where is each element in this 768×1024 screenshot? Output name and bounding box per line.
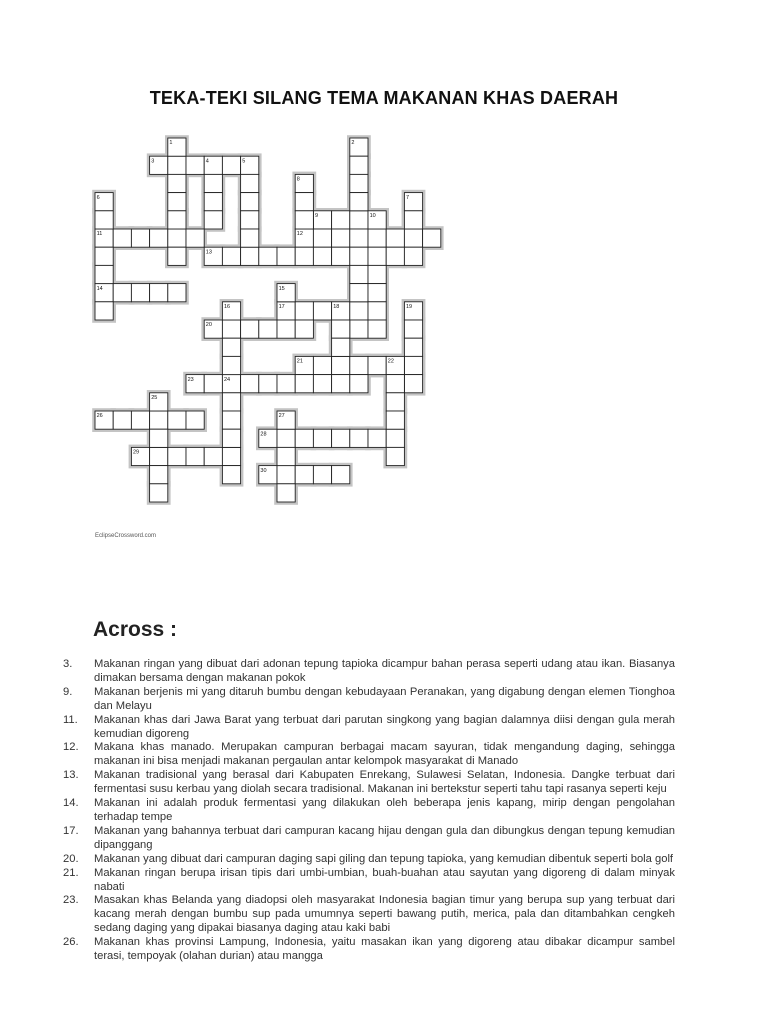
- clue-number-label: 9: [315, 213, 319, 219]
- clue-text: Masakan khas Belanda yang diadopsi oleh masyarakat Indonesia bagian timur yang berupa sup yang terbuat dari kacang merah dengan bumbu sup pada umumnya seperti bawang putih, merica, pala dan ditambahkan cengkeh sedang daging yang dipakai biasanya daging atau kaki babi: [94, 894, 675, 935]
- grid-cell[interactable]: [350, 284, 368, 302]
- grid-cell[interactable]: [222, 338, 240, 356]
- grid-cell[interactable]: [222, 447, 240, 465]
- clue-item: [63, 769, 675, 797]
- clue-number-label: 3: [151, 158, 155, 165]
- grid-cell[interactable]: [313, 229, 331, 247]
- grid-cell[interactable]: [332, 211, 350, 229]
- grid-cell[interactable]: [222, 156, 240, 174]
- grid-cell[interactable]: [404, 375, 422, 393]
- clue-text: Makanan tradisional yang berasal dari Kabupaten Enrekang, Sulawesi Selatan, Indonesia. Dangke terbuat dari fermentasi susu kerbau yang diolah secara tradisional. Makanan ini bertekstur seperti tahu tapi rasanya seperti keju: [94, 769, 675, 796]
- grid-cell[interactable]: [168, 411, 186, 429]
- grid-cell[interactable]: [95, 302, 113, 320]
- grid-cell[interactable]: [404, 247, 422, 265]
- grid-cell[interactable]: [368, 247, 386, 265]
- grid-cell[interactable]: [404, 211, 422, 229]
- clue-item: [63, 686, 675, 714]
- grid-cell[interactable]: [368, 356, 386, 374]
- clue-number-label: 23: [187, 376, 194, 383]
- grid-cell[interactable]: [350, 193, 368, 211]
- clue-text: Makanan khas dari Jawa Barat yang terbuat dari parutan singkong yang bagian dalamnya diisi dengan gula merah kemudian digoreng: [94, 713, 675, 740]
- grid-cell[interactable]: [150, 447, 168, 465]
- clue-text: Makanan ringan yang dibuat dari adonan tepung tapioka dicampur bahan perasa seperti udang atau ikan. Biasanya dimakan bersama dengan makanan pokok: [94, 658, 675, 684]
- grid-cell[interactable]: [313, 302, 331, 320]
- clue-number: 21.: [63, 866, 79, 879]
- grid-cell[interactable]: [368, 302, 386, 320]
- grid-cell[interactable]: [241, 229, 259, 247]
- clue-item: [63, 867, 675, 895]
- clue-number: 3.: [63, 658, 73, 670]
- grid-cell[interactable]: [168, 211, 186, 229]
- clue-number-label: 13: [205, 249, 212, 256]
- clue-number-label: 5: [242, 158, 246, 165]
- clue-number-label: 14: [96, 285, 103, 292]
- clue-number-label: 30: [260, 467, 267, 474]
- across-heading: Across :: [93, 618, 178, 641]
- clue-number-label: 27: [278, 413, 285, 420]
- clue-number-label: 2: [351, 140, 355, 147]
- grid-cell[interactable]: [277, 375, 295, 393]
- grid-cell[interactable]: [350, 247, 368, 265]
- grid-cell[interactable]: [113, 284, 131, 302]
- grid-cell[interactable]: [150, 284, 168, 302]
- grid-cell[interactable]: [259, 247, 277, 265]
- grid-cell[interactable]: [295, 211, 313, 229]
- grid-cell[interactable]: [350, 429, 368, 447]
- clue-text: Makanan yang dibuat dari campuran daging sapi giling dan tepung tapioka, yang kemudian dibentuk seperti bola golf: [94, 852, 674, 865]
- grid-cell[interactable]: [204, 193, 222, 211]
- grid-cell[interactable]: [150, 466, 168, 484]
- grid-cell[interactable]: [386, 393, 404, 411]
- page-title: TEKA-TEKI SILANG TEMA MAKANAN KHAS DAERAH: [149, 88, 619, 108]
- clue-number-label: 20: [205, 322, 212, 329]
- grid-cell[interactable]: [150, 484, 168, 502]
- grid-cell[interactable]: [204, 174, 222, 192]
- grid-cell[interactable]: [131, 411, 149, 429]
- grid-cell[interactable]: [113, 229, 131, 247]
- grid-cell[interactable]: [350, 265, 368, 283]
- grid-cell[interactable]: [386, 429, 404, 447]
- grid-cell[interactable]: [332, 356, 350, 374]
- clue-number-label: 26: [96, 413, 103, 420]
- clue-number-label: 29: [133, 449, 140, 456]
- grid-cell[interactable]: [295, 302, 313, 320]
- grid-cell[interactable]: [186, 447, 204, 465]
- grid-cell[interactable]: [95, 265, 113, 283]
- clue-number-label: 7: [406, 194, 410, 201]
- clue-item: [63, 853, 675, 867]
- grid-cell[interactable]: [168, 229, 186, 247]
- grid-cell[interactable]: [277, 429, 295, 447]
- grid-cell[interactable]: [277, 320, 295, 338]
- grid-cell[interactable]: [204, 211, 222, 229]
- clue-item: [63, 658, 675, 686]
- grid-cell[interactable]: [168, 247, 186, 265]
- clue-number-label: 21: [296, 358, 303, 365]
- grid-cell[interactable]: [95, 211, 113, 229]
- grid-cell[interactable]: [332, 320, 350, 338]
- grid-cell[interactable]: [186, 229, 204, 247]
- grid-cell[interactable]: [277, 447, 295, 465]
- grid-cell[interactable]: [241, 211, 259, 229]
- grid-cell[interactable]: [368, 265, 386, 283]
- clue-number-label: 17: [278, 304, 285, 310]
- grid-cell[interactable]: [150, 229, 168, 247]
- grid-cell[interactable]: [259, 320, 277, 338]
- clue-list: [63, 658, 675, 964]
- grid-cell[interactable]: [332, 375, 350, 393]
- clue-number-label: 10: [369, 213, 376, 219]
- grid-cell[interactable]: [313, 247, 331, 265]
- clue-number-label: 15: [278, 285, 285, 292]
- clue-item: [63, 714, 675, 742]
- grid-cell[interactable]: [350, 174, 368, 192]
- clue-number-label: 28: [260, 431, 267, 438]
- grid-cell[interactable]: [404, 229, 422, 247]
- grid-cell[interactable]: [168, 193, 186, 211]
- grid-cell[interactable]: [241, 375, 259, 393]
- clue-number: 20.: [63, 852, 79, 865]
- clue-number-label: 8: [296, 176, 300, 183]
- clue-text: Makana khas manado. Merupakan campuran berbagai macam sayuran, tidak mengandung daging, sehingga makanan ini bisa menjadi makanan pergaulan antar kelompok masyarakat di Manado: [94, 741, 675, 768]
- grid-cell[interactable]: [150, 429, 168, 447]
- grid-cell[interactable]: [386, 411, 404, 429]
- grid-cell[interactable]: [168, 447, 186, 465]
- grid-cell[interactable]: [350, 356, 368, 374]
- grid-cell[interactable]: [241, 193, 259, 211]
- grid-cell[interactable]: [113, 411, 131, 429]
- clue-number: 9.: [63, 685, 73, 698]
- grid-cell[interactable]: [222, 411, 240, 429]
- grid-cell[interactable]: [350, 156, 368, 174]
- grid-cell[interactable]: [241, 247, 259, 265]
- grid-cell[interactable]: [386, 247, 404, 265]
- grid-cell[interactable]: [222, 247, 240, 265]
- grid-cell[interactable]: [168, 156, 186, 174]
- clue-text: Makanan yang bahannya terbuat dari campuran kacang hijau dengan gula dan dibungkus dengan tepung kemudian dipanggang: [94, 824, 675, 851]
- grid-cell[interactable]: [332, 247, 350, 265]
- grid-cell[interactable]: [313, 466, 331, 484]
- clue-number-label: 6: [96, 194, 100, 201]
- clue-number-label: 19: [406, 304, 413, 310]
- clue-text: Makanan ringan berupa irisan tipis dari umbi-umbian, buah-buahan atau sayutan yang digoreng di dalam minyak nabati: [94, 866, 675, 893]
- grid-cell[interactable]: [332, 429, 350, 447]
- clue-number-label: 22: [387, 358, 394, 365]
- grid-cell[interactable]: [186, 156, 204, 174]
- grid-cell[interactable]: [204, 375, 222, 393]
- grid-cell[interactable]: [386, 229, 404, 247]
- grid-cell[interactable]: [295, 320, 313, 338]
- clue-item: [63, 797, 675, 825]
- grid-cell[interactable]: [277, 247, 295, 265]
- grid-cell[interactable]: [186, 411, 204, 429]
- grid-cell[interactable]: [168, 284, 186, 302]
- grid-cell[interactable]: [313, 356, 331, 374]
- grid-cell[interactable]: [368, 284, 386, 302]
- clue-number-label: 16: [224, 304, 231, 310]
- grid-cell[interactable]: [222, 356, 240, 374]
- grid-cell[interactable]: [295, 247, 313, 265]
- clue-number-label: 25: [151, 395, 158, 401]
- grid-cell[interactable]: [350, 229, 368, 247]
- grid-cell[interactable]: [295, 193, 313, 211]
- grid-cell[interactable]: [222, 393, 240, 411]
- grid-cell[interactable]: [222, 466, 240, 484]
- grid-cell[interactable]: [386, 447, 404, 465]
- clue-number: 13.: [63, 769, 79, 782]
- grid-cell[interactable]: [241, 174, 259, 192]
- grid-cell[interactable]: [404, 338, 422, 356]
- grid-cell[interactable]: [222, 320, 240, 338]
- clue-text: Makanan khas provinsi Lampung, Indonesia, yaitu masakan ikan yang digoreng atau dibakar dicampur sambel terasi, tempoyak (olahan durian) atau mangga: [94, 936, 675, 963]
- grid-cell[interactable]: [131, 229, 149, 247]
- grid-cell[interactable]: [259, 375, 277, 393]
- grid-cell[interactable]: [131, 284, 149, 302]
- clue-number: 11.: [63, 713, 78, 726]
- grid-cell[interactable]: [368, 320, 386, 338]
- grid-cell[interactable]: [168, 174, 186, 192]
- grid-cell[interactable]: [313, 375, 331, 393]
- grid-cell[interactable]: [150, 411, 168, 429]
- grid-cell[interactable]: [295, 375, 313, 393]
- grid-cell[interactable]: [404, 320, 422, 338]
- clue-number: 17.: [63, 824, 79, 837]
- grid-cell[interactable]: [295, 429, 313, 447]
- grid-cell[interactable]: [368, 429, 386, 447]
- grid-cell[interactable]: [332, 338, 350, 356]
- clue-item: [63, 894, 675, 936]
- grid-cell[interactable]: [277, 466, 295, 484]
- grid-cell[interactable]: [350, 375, 368, 393]
- clue-number-label: 4: [205, 158, 209, 165]
- grid-cell[interactable]: [404, 356, 422, 374]
- grid-cell[interactable]: [423, 229, 441, 247]
- clue-number-label: 24: [224, 376, 231, 383]
- grid-cell[interactable]: [241, 320, 259, 338]
- grid-cell[interactable]: [277, 484, 295, 502]
- clue-number: 23.: [63, 894, 79, 907]
- clue-number: 12.: [63, 741, 79, 754]
- clue-number-label: 11: [96, 231, 103, 238]
- clue-number-label: 1: [169, 140, 173, 147]
- grid-cell[interactable]: [295, 466, 313, 484]
- grid-cell[interactable]: [204, 447, 222, 465]
- grid-cell[interactable]: [332, 466, 350, 484]
- clue-number: 14.: [63, 797, 79, 810]
- grid-cell[interactable]: [350, 320, 368, 338]
- clue-item: [63, 741, 675, 769]
- clue-item: [63, 936, 675, 964]
- grid-cell[interactable]: [313, 429, 331, 447]
- grid-cell[interactable]: [350, 302, 368, 320]
- clue-number-label: 18: [333, 304, 340, 310]
- grid-cell[interactable]: [368, 229, 386, 247]
- grid-cell[interactable]: [386, 375, 404, 393]
- clue-number-label: 12: [296, 231, 303, 238]
- clue-text: Makanan berjenis mi yang ditaruh bumbu dengan kebudayaan Peranakan, yang digabung dengan elemen Tionghoa dan Melayu: [94, 685, 675, 712]
- grid-cell[interactable]: [222, 429, 240, 447]
- grid-cell[interactable]: [332, 229, 350, 247]
- grid-cell[interactable]: [95, 247, 113, 265]
- grid-credit: EclipseCrossword.com: [95, 533, 157, 539]
- clue-text: Makanan ini adalah produk fermentasi yang dilakukan oleh beberapa jenis kapang, mirip dengan pengolahan terhadap tempe: [94, 797, 675, 823]
- clue-number: 26.: [63, 936, 79, 949]
- grid-cell[interactable]: [350, 211, 368, 229]
- clue-item: [63, 825, 675, 853]
